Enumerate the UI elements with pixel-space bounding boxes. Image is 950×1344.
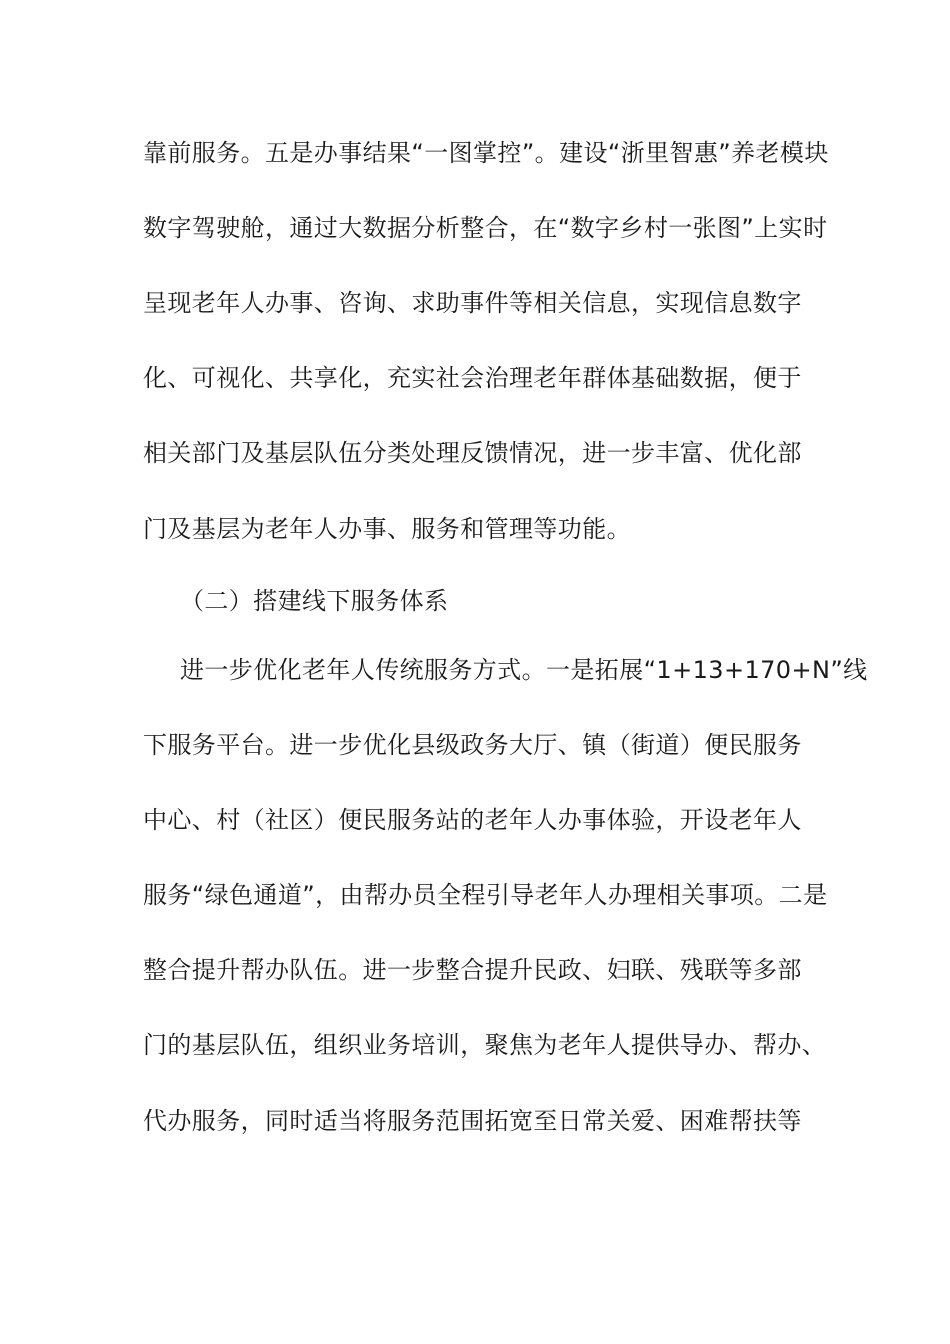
paragraph-line: 进一步优化老年人传统服务方式。一是拓展“1+13+170+N”线 bbox=[180, 656, 868, 684]
paragraph-line: 下服务平台。进一步优化县级政务大厅、镇（街道）便民服务 bbox=[143, 731, 802, 759]
paragraph-line: 代办服务，同时适当将服务范围拓宽至日常关爱、困难帮扶等 bbox=[143, 1107, 802, 1135]
section-heading: （二）搭建线下服务体系 bbox=[180, 587, 449, 615]
paragraph-line: 相关部门及基层队伍分类处理反馈情况，进一步丰富、优化部 bbox=[143, 439, 802, 467]
paragraph-line: 服务“绿色通道”，由帮办员全程引导老年人办理相关事项。二是 bbox=[143, 881, 828, 909]
paragraph-line: 呈现老年人办事、咨询、求助事件等相关信息，实现信息数字 bbox=[143, 289, 802, 317]
paragraph-line: 门的基层队伍，组织业务培训，聚焦为老年人提供导办、帮办、 bbox=[143, 1031, 827, 1059]
paragraph-line: 整合提升帮办队伍。进一步整合提升民政、妇联、残联等多部 bbox=[143, 956, 802, 984]
paragraph-line: 化、可视化、共享化，充实社会治理老年群体基础数据，便于 bbox=[143, 364, 802, 392]
paragraph-line: 门及基层为老年人办事、服务和管理等功能。 bbox=[143, 515, 631, 543]
paragraph-line: 数字驾驶舱，通过大数据分析整合，在“数字乡村一张图”上实时 bbox=[143, 214, 828, 242]
paragraph-line: 中心、村（社区）便民服务站的老年人办事体验，开设老年人 bbox=[143, 806, 802, 834]
paragraph-line: 靠前服务。五是办事结果“一图掌控”。建设“浙里智惠”养老模块 bbox=[143, 139, 829, 167]
